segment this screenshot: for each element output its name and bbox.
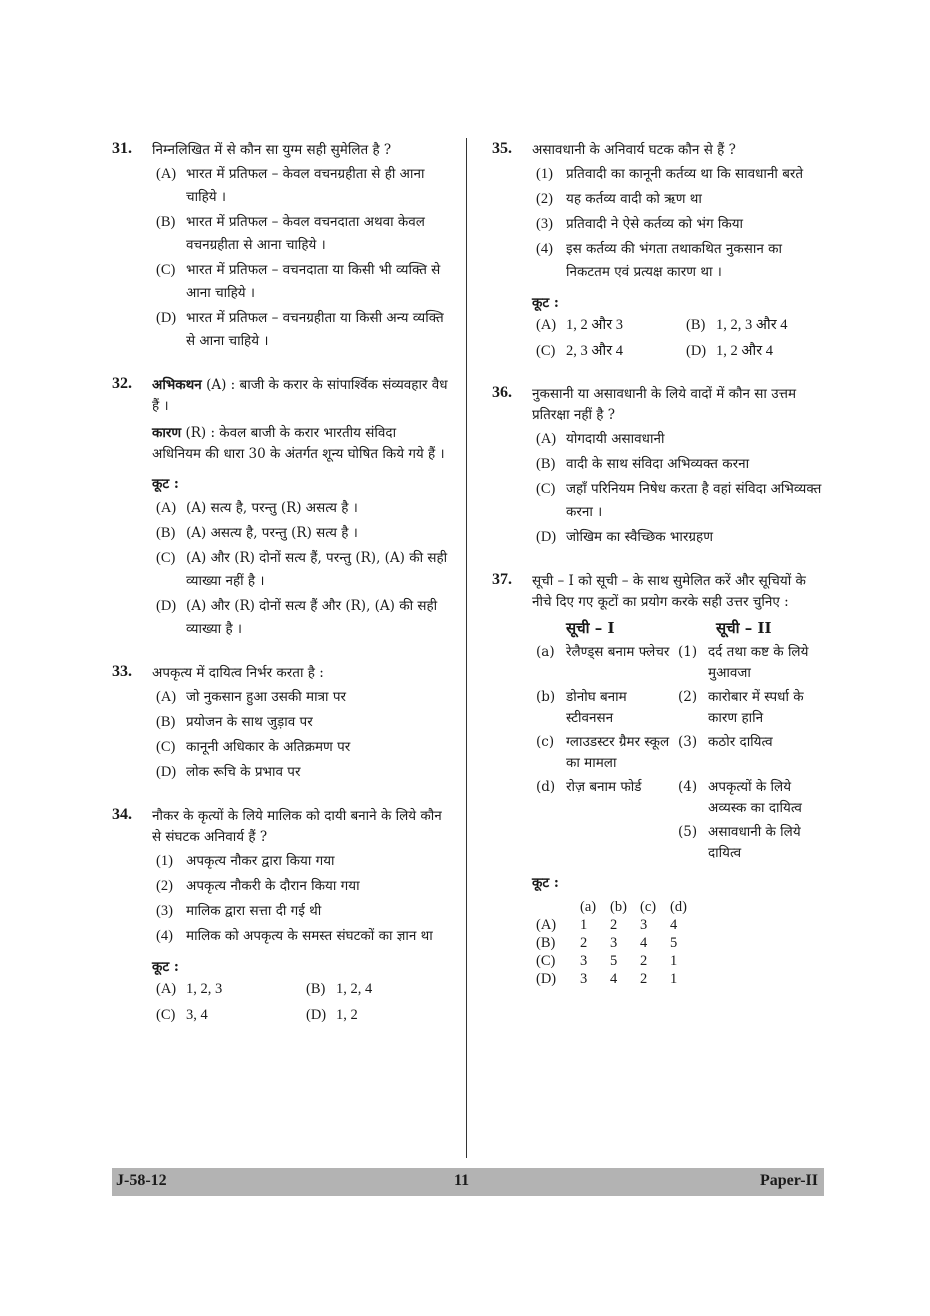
option-label: (B) — [156, 214, 176, 230]
assertion-label: अभिकथन — [152, 377, 202, 393]
item-label: (3) — [536, 216, 553, 232]
list1-text: ग्लाउडस्टर ग्रैमर स्कूल का मामला — [566, 734, 670, 771]
code-cell: (b) — [610, 899, 627, 915]
codes-row — [536, 916, 822, 934]
question-number: 35. — [492, 140, 512, 157]
page-footer — [112, 1168, 824, 1196]
option — [156, 211, 448, 257]
option — [156, 259, 448, 305]
option-text: प्रयोजन के साथ जुड़ाव पर — [186, 714, 313, 730]
item-text: यह कर्तव्य वादी को ऋण था — [566, 191, 702, 207]
question-32 — [112, 375, 448, 641]
item-text: प्रतिवादी ने ऐसे कर्तव्य को भंग किया — [566, 216, 744, 232]
code-cell: 5 — [610, 953, 618, 969]
list2-label: (5) — [678, 824, 698, 840]
item — [536, 188, 822, 211]
option-label: (A) — [156, 166, 177, 182]
option — [156, 497, 448, 520]
list1-label — [536, 822, 566, 864]
code-cell: 2 — [580, 935, 588, 951]
match-row — [536, 687, 822, 729]
option — [536, 526, 822, 549]
list1-label: (d) — [536, 779, 556, 795]
code-cell: (B) — [536, 935, 556, 951]
option-text: जोखिम का स्वैच्छिक भारग्रहण — [566, 529, 713, 545]
list1-label: (c) — [536, 734, 555, 750]
match-row — [536, 642, 822, 684]
option-text: भारत में प्रतिफल – वचनदाता या किसी भी व्यक्ति से आना चाहिये । — [186, 262, 441, 301]
question-text: निम्नलिखित में से कौन सा युग्म सही सुमेलित है ? — [152, 142, 392, 158]
codes-row — [536, 952, 822, 970]
option — [156, 547, 448, 593]
item-label: (1) — [536, 166, 553, 182]
codes-row — [536, 970, 822, 988]
code-cell: 5 — [670, 935, 678, 951]
question-text: सूची – I को सूची – के साथ सुमेलित करें और सूचियों के नीचे दिए गए कूटों का प्रयोग करके सही उत्तर चुनिए : — [532, 573, 806, 610]
code-cell: (C) — [536, 953, 556, 969]
question-number: 33. — [112, 663, 132, 680]
code-cell — [536, 898, 580, 916]
list2-label: (3) — [678, 734, 698, 750]
option-text: जो नुकसान हुआ उसकी मात्रा पर — [186, 689, 347, 705]
code-option — [306, 978, 456, 1000]
list1-text — [566, 822, 678, 864]
question-37 — [492, 571, 822, 988]
left-column — [112, 140, 448, 1048]
reason — [152, 423, 448, 465]
option-text: भारत में प्रतिफल – वचनग्रहीता या किसी अन्य व्यक्ति से आना चाहिये । — [186, 310, 444, 349]
list1-text: रोज़ बनाम फोर्ड — [566, 779, 642, 795]
option — [156, 761, 448, 784]
code-cell: 1 — [670, 953, 678, 969]
item-text: प्रतिवादी का कानूनी कर्तव्य था कि सावधानी बरते — [566, 166, 804, 182]
kut-label: कूट : — [532, 295, 559, 311]
question-33 — [112, 663, 448, 784]
question-36 — [492, 384, 822, 549]
code-cell: 2 — [640, 953, 648, 969]
item-label: (2) — [156, 878, 173, 894]
code-cell: 3 — [640, 917, 648, 933]
code-option — [686, 314, 836, 336]
list2-text: कठोर दायित्व — [708, 734, 773, 750]
list1-header: सूची – I — [566, 619, 615, 637]
item — [156, 875, 448, 898]
item-label: (4) — [536, 241, 553, 257]
item — [536, 163, 822, 186]
code-text: 1, 2, 3 — [186, 981, 223, 997]
code-cell: (a) — [580, 899, 597, 915]
option-label: (B) — [156, 714, 176, 730]
question-34 — [112, 806, 448, 1026]
option-label: (A) — [536, 431, 557, 447]
item-text: मालिक द्वारा सत्ता दी गई थी — [186, 903, 322, 919]
code-cell: 1 — [670, 971, 678, 987]
item — [156, 850, 448, 873]
item — [536, 238, 822, 284]
code-label: (A) — [156, 981, 177, 997]
page-number: 11 — [454, 1172, 470, 1189]
list2-label: (1) — [678, 644, 698, 660]
list2-label: (2) — [678, 689, 698, 705]
item-text: अपकृत्य नौकरी के दौरान किया गया — [186, 878, 360, 894]
codes-header — [536, 898, 822, 916]
list1-label: (a) — [536, 644, 555, 660]
item — [536, 213, 822, 236]
item-label: (2) — [536, 191, 553, 207]
code-text: 1, 2 — [336, 1007, 358, 1023]
list2-text: दर्द तथा कष्ट के लिये मुआवजा — [708, 644, 809, 681]
item-label: (1) — [156, 853, 173, 869]
item-label: (4) — [156, 928, 173, 944]
item — [156, 925, 448, 948]
code-text: 1, 2, 4 — [336, 981, 373, 997]
list2-text: कारोबार में स्पर्धा के कारण हानि — [708, 689, 804, 726]
option — [156, 522, 448, 545]
item — [156, 900, 448, 923]
assertion — [152, 375, 448, 417]
option-label: (D) — [536, 529, 557, 545]
code-cell: (d) — [670, 899, 687, 915]
option-text: (A) असत्य है, परन्तु (R) सत्य है । — [186, 525, 358, 541]
code-cell: 4 — [610, 971, 618, 987]
kut-label: कूट : — [152, 959, 179, 975]
question-35 — [492, 140, 822, 362]
option-text: (A) और (R) दोनों सत्य हैं और (R), (A) की सही व्याख्या है । — [186, 598, 438, 637]
code-text: 1, 2 और 4 — [716, 343, 774, 359]
option-label: (B) — [536, 456, 556, 472]
option — [536, 453, 822, 476]
code-option — [536, 340, 686, 362]
code-label: (B) — [306, 981, 326, 997]
code-cell: 4 — [670, 917, 678, 933]
list1-text: डोनोघ बनाम स्टीवनसन — [566, 689, 627, 726]
option-label: (C) — [156, 739, 176, 755]
question-text: असावधानी के अनिवार्य घटक कौन से हैं ? — [532, 142, 736, 158]
question-number: 34. — [112, 806, 132, 823]
code-text: 2, 3 और 4 — [566, 343, 624, 359]
code-label: (C) — [536, 343, 556, 359]
code-cell: 1 — [580, 917, 588, 933]
option-text: लोक रूचि के प्रभाव पर — [186, 764, 301, 780]
code-cell: 3 — [580, 953, 588, 969]
right-column — [492, 140, 822, 1010]
option — [156, 595, 448, 641]
question-number: 37. — [492, 571, 512, 588]
code-text: 3, 4 — [186, 1007, 208, 1023]
match-row — [536, 777, 822, 819]
option-label: (A) — [156, 689, 177, 705]
option — [536, 428, 822, 451]
code-cell: 3 — [580, 971, 588, 987]
option-label: (D) — [156, 764, 177, 780]
option-label: (A) — [156, 500, 177, 516]
paper-label: Paper-II — [759, 1172, 818, 1189]
option-text: भारत में प्रतिफल – केवल वचनदाता अथवा केवल वचनग्रहीता से आना चाहिये । — [186, 214, 425, 253]
paper-code: J-58-12 — [116, 1172, 167, 1189]
code-cell: (D) — [536, 971, 557, 987]
code-cell: 2 — [610, 917, 618, 933]
match-row — [536, 822, 822, 864]
option-label: (C) — [156, 262, 176, 278]
code-option — [536, 314, 686, 336]
question-text: नौकर के कृत्यों के लिये मालिक को दायी बनाने के लिये कौन से संघटक अनिवार्य हैं ? — [152, 808, 442, 845]
column-divider — [466, 138, 467, 1158]
code-cell: 3 — [610, 935, 618, 951]
code-cell: 2 — [640, 971, 648, 987]
list1-label: (b) — [536, 689, 556, 705]
code-option — [156, 1004, 306, 1026]
list2-header: सूची – II — [716, 619, 772, 637]
option-text: (A) और (R) दोनों सत्य हैं, परन्तु (R), (A) की सही व्याख्या नहीं है । — [186, 550, 448, 589]
code-label: (D) — [686, 343, 707, 359]
assertion-text: (A) : बाजी के करार के सांपार्श्विक संव्यवहार वैध हैं । — [152, 377, 448, 414]
item-text: मालिक को अपकृत्य के समस्त संघटकों का ज्ञान था — [186, 928, 433, 944]
code-option — [306, 1004, 456, 1026]
list2-text: अपकृत्यों के लिये अव्यस्क का दायित्व — [708, 779, 802, 816]
option-label: (B) — [156, 525, 176, 541]
kut-label: कूट : — [152, 476, 179, 492]
option-label: (C) — [536, 481, 556, 497]
item-text: अपकृत्य नौकर द्वारा किया गया — [186, 853, 335, 869]
codes-row — [536, 934, 822, 952]
code-cell: (A) — [536, 917, 557, 933]
option — [156, 686, 448, 709]
list2-label: (4) — [678, 779, 698, 795]
question-text: नुकसानी या असावधानी के लिये वादों में कौन सा उत्तम प्रतिरक्षा नहीं है ? — [532, 386, 797, 423]
list1-text: रेलैण्ड्स बनाम फ्लेचर — [566, 644, 670, 660]
option-text: कानूनी अधिकार के अतिक्रमण पर — [186, 739, 351, 755]
option-label: (C) — [156, 550, 176, 566]
option-text: वादी के साथ संविदा अभिव्यक्त करना — [566, 456, 750, 472]
option — [536, 478, 822, 524]
question-number: 31. — [112, 140, 132, 157]
option-text: योगदायी असावधानी — [566, 431, 665, 447]
list2-text: असावधानी के लिये दायित्व — [708, 824, 801, 861]
option-label: (D) — [156, 310, 177, 326]
option — [156, 711, 448, 734]
code-options — [156, 978, 448, 1026]
option — [156, 163, 448, 209]
question-31 — [112, 140, 448, 353]
code-option — [686, 340, 836, 362]
option — [156, 307, 448, 353]
question-number: 32. — [112, 375, 132, 392]
code-label: (C) — [156, 1007, 176, 1023]
code-text: 1, 2, 3 और 4 — [716, 317, 788, 333]
reason-text: (R) : केवल बाजी के करार भारतीय संविदा अधिनियम की धारा 30 के अंतर्गत शून्य घोषित किये गये हैं । — [152, 425, 445, 462]
option-label: (D) — [156, 598, 177, 614]
code-options — [536, 314, 822, 362]
match-table — [536, 617, 822, 864]
question-text: अपकृत्य में दायित्व निर्भर करता है : — [152, 665, 324, 681]
code-cell: 4 — [640, 935, 648, 951]
code-label: (A) — [536, 317, 557, 333]
kut-label: कूट : — [532, 875, 559, 891]
code-label: (D) — [306, 1007, 327, 1023]
item-text: इस कर्तव्य की भंगता तथाकथित नुकसान का निकटतम एवं प्रत्यक्ष कारण था । — [566, 241, 783, 280]
question-number: 36. — [492, 384, 512, 401]
reason-label: कारण — [152, 425, 182, 441]
option-text: भारत में प्रतिफल – केवल वचनग्रहीता से ही आना चाहिये । — [186, 166, 425, 205]
option — [156, 736, 448, 759]
option-text: जहाँ परिनियम निषेध करता है वहां संविदा अभिव्यक्त करना । — [566, 481, 822, 520]
code-option — [156, 978, 306, 1000]
answer-codes — [536, 898, 822, 988]
code-cell: (c) — [640, 899, 657, 915]
option-text: (A) सत्य है, परन्तु (R) असत्य है । — [186, 500, 358, 516]
match-row — [536, 732, 822, 774]
item-label: (3) — [156, 903, 173, 919]
match-header — [536, 617, 822, 639]
code-label: (B) — [686, 317, 706, 333]
code-text: 1, 2 और 3 — [566, 317, 624, 333]
